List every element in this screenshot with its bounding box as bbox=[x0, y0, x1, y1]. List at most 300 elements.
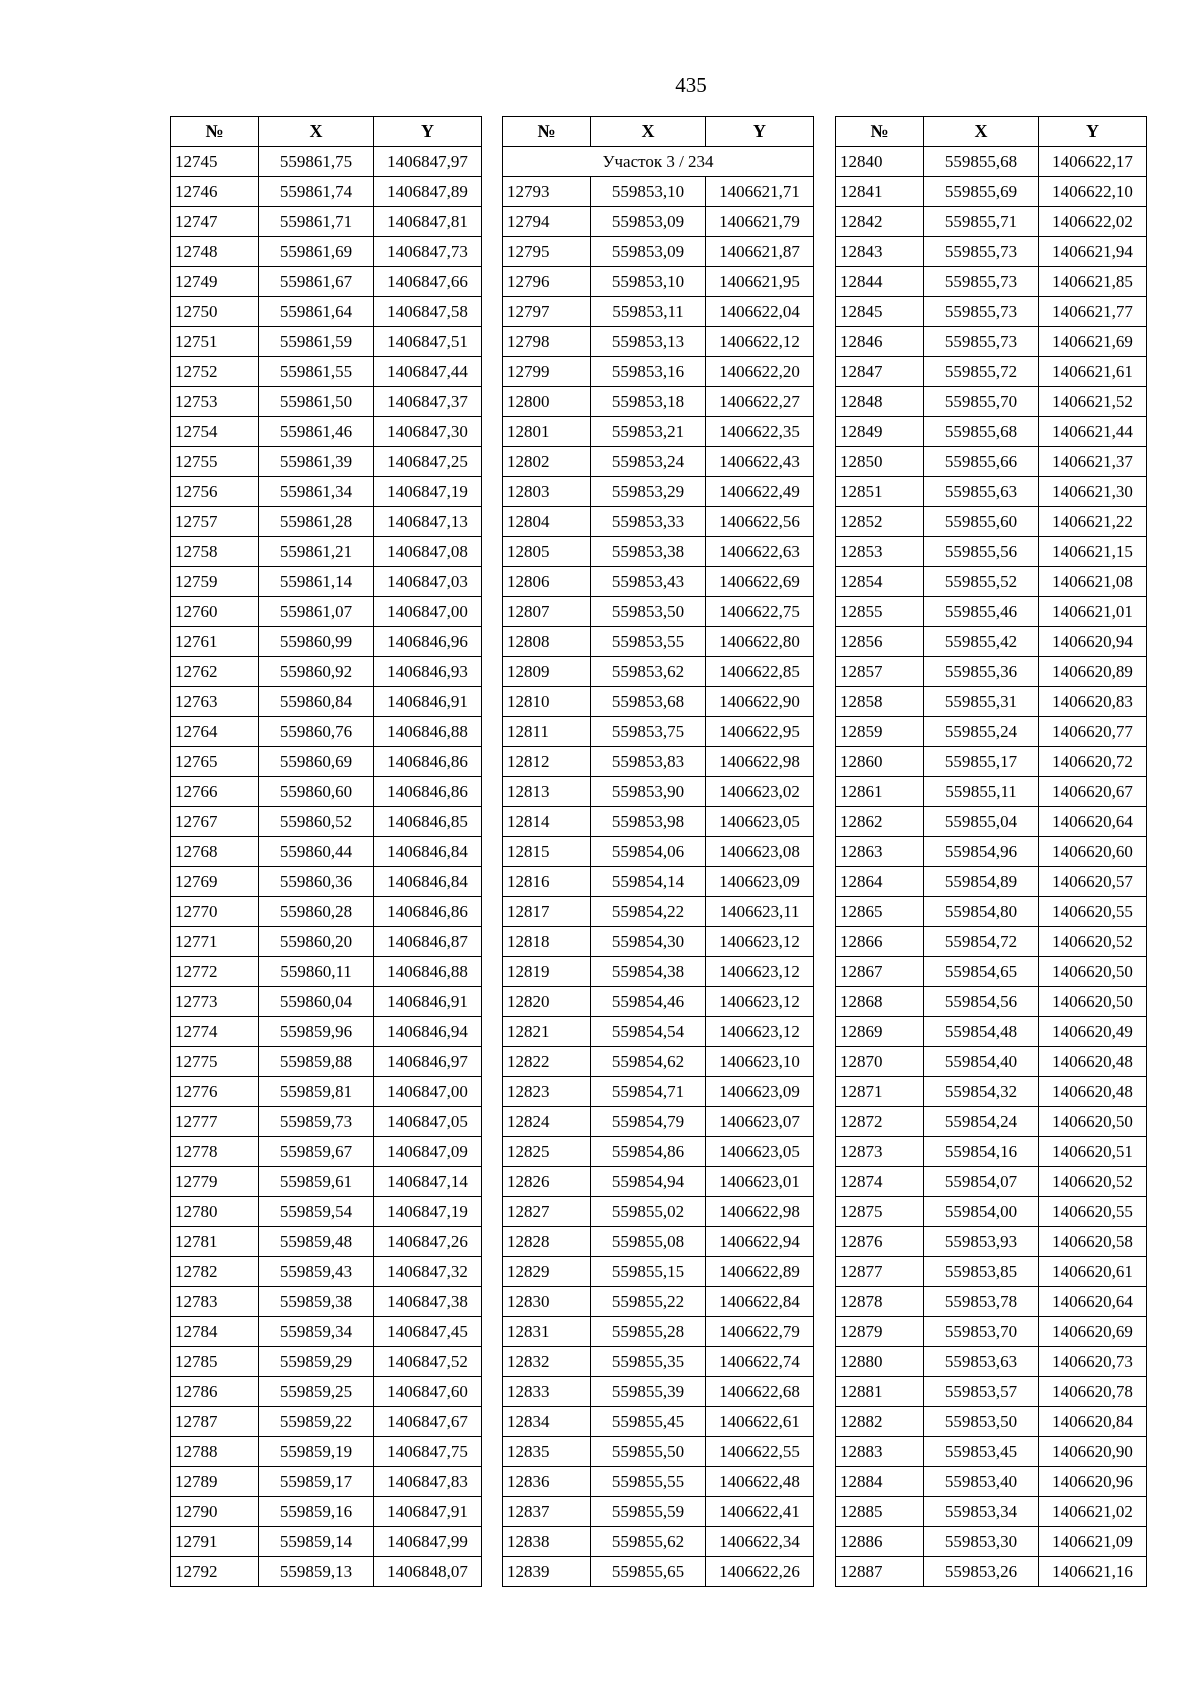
x-coordinate: 559854,62 bbox=[591, 1047, 706, 1077]
point-number: 12841 bbox=[836, 177, 924, 207]
y-coordinate: 1406620,55 bbox=[1039, 897, 1147, 927]
y-coordinate: 1406622,98 bbox=[706, 747, 814, 777]
x-coordinate: 559861,59 bbox=[259, 327, 374, 357]
y-coordinate: 1406623,08 bbox=[706, 837, 814, 867]
point-number: 12834 bbox=[503, 1407, 591, 1437]
y-coordinate: 1406620,64 bbox=[1039, 1287, 1147, 1317]
section-row bbox=[503, 147, 814, 177]
x-coordinate: 559853,26 bbox=[924, 1557, 1039, 1587]
table-row bbox=[171, 1407, 482, 1437]
point-number: 12747 bbox=[171, 207, 259, 237]
x-coordinate: 559855,15 bbox=[591, 1257, 706, 1287]
point-number: 12762 bbox=[171, 657, 259, 687]
x-coordinate: 559855,60 bbox=[924, 507, 1039, 537]
table-row bbox=[171, 1047, 482, 1077]
table-row bbox=[503, 1437, 814, 1467]
point-number: 12844 bbox=[836, 267, 924, 297]
point-number: 12852 bbox=[836, 507, 924, 537]
x-coordinate: 559855,55 bbox=[591, 1467, 706, 1497]
point-number: 12757 bbox=[171, 507, 259, 537]
point-number: 12801 bbox=[503, 417, 591, 447]
y-coordinate: 1406622,79 bbox=[706, 1317, 814, 1347]
coordinates-table-1 bbox=[170, 116, 482, 1587]
y-coordinate: 1406847,73 bbox=[374, 237, 482, 267]
table-row bbox=[503, 1497, 814, 1527]
table-row bbox=[171, 1227, 482, 1257]
x-coordinate: 559861,55 bbox=[259, 357, 374, 387]
point-number: 12848 bbox=[836, 387, 924, 417]
x-coordinate: 559861,69 bbox=[259, 237, 374, 267]
x-coordinate: 559854,24 bbox=[924, 1107, 1039, 1137]
table-row bbox=[836, 657, 1147, 687]
y-coordinate: 1406623,12 bbox=[706, 987, 814, 1017]
point-number: 12866 bbox=[836, 927, 924, 957]
x-coordinate: 559861,14 bbox=[259, 567, 374, 597]
point-number: 12817 bbox=[503, 897, 591, 927]
point-number: 12766 bbox=[171, 777, 259, 807]
table-row bbox=[836, 1227, 1147, 1257]
table-row bbox=[171, 207, 482, 237]
table-row bbox=[836, 567, 1147, 597]
x-coordinate: 559860,28 bbox=[259, 897, 374, 927]
y-coordinate: 1406621,01 bbox=[1039, 597, 1147, 627]
y-coordinate: 1406622,98 bbox=[706, 1197, 814, 1227]
x-coordinate: 559859,67 bbox=[259, 1137, 374, 1167]
point-number: 12880 bbox=[836, 1347, 924, 1377]
point-number: 12775 bbox=[171, 1047, 259, 1077]
table-row bbox=[171, 657, 482, 687]
point-number: 12786 bbox=[171, 1377, 259, 1407]
x-coordinate: 559860,92 bbox=[259, 657, 374, 687]
point-number: 12867 bbox=[836, 957, 924, 987]
table-body bbox=[503, 177, 814, 1587]
point-number: 12830 bbox=[503, 1287, 591, 1317]
y-coordinate: 1406622,26 bbox=[706, 1557, 814, 1587]
point-number: 12858 bbox=[836, 687, 924, 717]
point-number: 12770 bbox=[171, 897, 259, 927]
x-coordinate: 559855,39 bbox=[591, 1377, 706, 1407]
x-coordinate: 559855,46 bbox=[924, 597, 1039, 627]
table-row bbox=[836, 1527, 1147, 1557]
point-number: 12850 bbox=[836, 447, 924, 477]
x-coordinate: 559853,33 bbox=[591, 507, 706, 537]
point-number: 12756 bbox=[171, 477, 259, 507]
table-row bbox=[503, 627, 814, 657]
y-coordinate: 1406846,91 bbox=[374, 687, 482, 717]
x-coordinate: 559853,78 bbox=[924, 1287, 1039, 1317]
point-number: 12819 bbox=[503, 957, 591, 987]
y-coordinate: 1406846,84 bbox=[374, 867, 482, 897]
point-number: 12769 bbox=[171, 867, 259, 897]
x-coordinate: 559861,67 bbox=[259, 267, 374, 297]
table-row bbox=[171, 357, 482, 387]
y-coordinate: 1406847,09 bbox=[374, 1137, 482, 1167]
y-coordinate: 1406846,87 bbox=[374, 927, 482, 957]
point-number: 12797 bbox=[503, 297, 591, 327]
table-row bbox=[171, 987, 482, 1017]
x-coordinate: 559854,48 bbox=[924, 1017, 1039, 1047]
point-number: 12861 bbox=[836, 777, 924, 807]
table-row bbox=[503, 267, 814, 297]
coordinates-table-3 bbox=[835, 116, 1147, 1587]
y-coordinate: 1406620,48 bbox=[1039, 1047, 1147, 1077]
table-row bbox=[503, 597, 814, 627]
x-coordinate: 559853,10 bbox=[591, 177, 706, 207]
x-coordinate: 559853,38 bbox=[591, 537, 706, 567]
x-coordinate: 559859,16 bbox=[259, 1497, 374, 1527]
y-coordinate: 1406622,56 bbox=[706, 507, 814, 537]
point-number: 12791 bbox=[171, 1527, 259, 1557]
x-coordinate: 559859,61 bbox=[259, 1167, 374, 1197]
x-coordinate: 559853,40 bbox=[924, 1467, 1039, 1497]
y-coordinate: 1406622,12 bbox=[706, 327, 814, 357]
point-number: 12873 bbox=[836, 1137, 924, 1167]
table-row bbox=[503, 237, 814, 267]
point-number: 12753 bbox=[171, 387, 259, 417]
header-y: Y bbox=[374, 117, 482, 147]
point-number: 12763 bbox=[171, 687, 259, 717]
y-coordinate: 1406622,20 bbox=[706, 357, 814, 387]
y-coordinate: 1406847,13 bbox=[374, 507, 482, 537]
table-row bbox=[171, 1527, 482, 1557]
y-coordinate: 1406622,43 bbox=[706, 447, 814, 477]
table-row bbox=[171, 1317, 482, 1347]
table-row bbox=[503, 687, 814, 717]
y-coordinate: 1406622,95 bbox=[706, 717, 814, 747]
y-coordinate: 1406622,17 bbox=[1039, 147, 1147, 177]
y-coordinate: 1406622,49 bbox=[706, 477, 814, 507]
point-number: 12755 bbox=[171, 447, 259, 477]
x-coordinate: 559855,17 bbox=[924, 747, 1039, 777]
table-row bbox=[503, 477, 814, 507]
table-row bbox=[503, 1167, 814, 1197]
point-number: 12865 bbox=[836, 897, 924, 927]
table-row bbox=[503, 1017, 814, 1047]
table-row bbox=[503, 837, 814, 867]
x-coordinate: 559855,36 bbox=[924, 657, 1039, 687]
y-coordinate: 1406846,88 bbox=[374, 957, 482, 987]
x-coordinate: 559861,34 bbox=[259, 477, 374, 507]
x-coordinate: 559854,46 bbox=[591, 987, 706, 1017]
point-number: 12806 bbox=[503, 567, 591, 597]
point-number: 12764 bbox=[171, 717, 259, 747]
y-coordinate: 1406620,89 bbox=[1039, 657, 1147, 687]
table-row bbox=[836, 1017, 1147, 1047]
y-coordinate: 1406846,94 bbox=[374, 1017, 482, 1047]
point-number: 12883 bbox=[836, 1437, 924, 1467]
point-number: 12869 bbox=[836, 1017, 924, 1047]
point-number: 12754 bbox=[171, 417, 259, 447]
x-coordinate: 559854,54 bbox=[591, 1017, 706, 1047]
point-number: 12777 bbox=[171, 1107, 259, 1137]
point-number: 12783 bbox=[171, 1287, 259, 1317]
x-coordinate: 559854,16 bbox=[924, 1137, 1039, 1167]
point-number: 12804 bbox=[503, 507, 591, 537]
table-row bbox=[836, 1047, 1147, 1077]
x-coordinate: 559859,34 bbox=[259, 1317, 374, 1347]
x-coordinate: 559853,45 bbox=[924, 1437, 1039, 1467]
x-coordinate: 559853,90 bbox=[591, 777, 706, 807]
table-row bbox=[503, 567, 814, 597]
table-row bbox=[836, 897, 1147, 927]
y-coordinate: 1406847,67 bbox=[374, 1407, 482, 1437]
point-number: 12886 bbox=[836, 1527, 924, 1557]
point-number: 12836 bbox=[503, 1467, 591, 1497]
x-coordinate: 559855,66 bbox=[924, 447, 1039, 477]
x-coordinate: 559853,75 bbox=[591, 717, 706, 747]
table-row bbox=[503, 1557, 814, 1587]
x-coordinate: 559861,46 bbox=[259, 417, 374, 447]
table-row bbox=[836, 1497, 1147, 1527]
table-row bbox=[171, 807, 482, 837]
table-row bbox=[503, 1407, 814, 1437]
table-row bbox=[503, 957, 814, 987]
header-number: № bbox=[836, 117, 924, 147]
y-coordinate: 1406620,55 bbox=[1039, 1197, 1147, 1227]
y-coordinate: 1406623,05 bbox=[706, 1137, 814, 1167]
table-row bbox=[836, 327, 1147, 357]
x-coordinate: 559855,11 bbox=[924, 777, 1039, 807]
point-number: 12849 bbox=[836, 417, 924, 447]
point-number: 12855 bbox=[836, 597, 924, 627]
y-coordinate: 1406847,58 bbox=[374, 297, 482, 327]
x-coordinate: 559855,02 bbox=[591, 1197, 706, 1227]
point-number: 12782 bbox=[171, 1257, 259, 1287]
point-number: 12768 bbox=[171, 837, 259, 867]
point-number: 12870 bbox=[836, 1047, 924, 1077]
point-number: 12776 bbox=[171, 1077, 259, 1107]
y-coordinate: 1406622,84 bbox=[706, 1287, 814, 1317]
y-coordinate: 1406622,02 bbox=[1039, 207, 1147, 237]
y-coordinate: 1406847,75 bbox=[374, 1437, 482, 1467]
x-coordinate: 559855,68 bbox=[924, 417, 1039, 447]
table-row bbox=[503, 867, 814, 897]
point-number: 12814 bbox=[503, 807, 591, 837]
table-row bbox=[171, 327, 482, 357]
table-row bbox=[836, 1077, 1147, 1107]
y-coordinate: 1406623,11 bbox=[706, 897, 814, 927]
point-number: 12759 bbox=[171, 567, 259, 597]
point-number: 12864 bbox=[836, 867, 924, 897]
y-coordinate: 1406847,00 bbox=[374, 1077, 482, 1107]
x-coordinate: 559859,73 bbox=[259, 1107, 374, 1137]
x-coordinate: 559855,73 bbox=[924, 267, 1039, 297]
table-header-row bbox=[171, 117, 482, 147]
x-coordinate: 559861,28 bbox=[259, 507, 374, 537]
y-coordinate: 1406623,12 bbox=[706, 927, 814, 957]
y-coordinate: 1406622,94 bbox=[706, 1227, 814, 1257]
table-row bbox=[836, 1167, 1147, 1197]
table-row bbox=[503, 357, 814, 387]
table-row bbox=[836, 357, 1147, 387]
x-coordinate: 559859,19 bbox=[259, 1437, 374, 1467]
point-number: 12859 bbox=[836, 717, 924, 747]
x-coordinate: 559854,00 bbox=[924, 1197, 1039, 1227]
point-number: 12772 bbox=[171, 957, 259, 987]
y-coordinate: 1406847,26 bbox=[374, 1227, 482, 1257]
x-coordinate: 559855,24 bbox=[924, 717, 1039, 747]
x-coordinate: 559859,81 bbox=[259, 1077, 374, 1107]
point-number: 12761 bbox=[171, 627, 259, 657]
y-coordinate: 1406847,89 bbox=[374, 177, 482, 207]
point-number: 12802 bbox=[503, 447, 591, 477]
y-coordinate: 1406621,79 bbox=[706, 207, 814, 237]
x-coordinate: 559854,72 bbox=[924, 927, 1039, 957]
x-coordinate: 559859,54 bbox=[259, 1197, 374, 1227]
y-coordinate: 1406847,05 bbox=[374, 1107, 482, 1137]
table-row bbox=[503, 327, 814, 357]
point-number: 12750 bbox=[171, 297, 259, 327]
x-coordinate: 559854,30 bbox=[591, 927, 706, 957]
y-coordinate: 1406620,96 bbox=[1039, 1467, 1147, 1497]
point-number: 12851 bbox=[836, 477, 924, 507]
x-coordinate: 559855,73 bbox=[924, 237, 1039, 267]
point-number: 12856 bbox=[836, 627, 924, 657]
point-number: 12745 bbox=[171, 147, 259, 177]
x-coordinate: 559854,80 bbox=[924, 897, 1039, 927]
table-row bbox=[836, 747, 1147, 777]
y-coordinate: 1406621,08 bbox=[1039, 567, 1147, 597]
y-coordinate: 1406621,85 bbox=[1039, 267, 1147, 297]
y-coordinate: 1406623,09 bbox=[706, 867, 814, 897]
point-number: 12840 bbox=[836, 147, 924, 177]
y-coordinate: 1406620,67 bbox=[1039, 777, 1147, 807]
table-row bbox=[836, 597, 1147, 627]
point-number: 12793 bbox=[503, 177, 591, 207]
point-number: 12868 bbox=[836, 987, 924, 1017]
point-number: 12751 bbox=[171, 327, 259, 357]
x-coordinate: 559853,16 bbox=[591, 357, 706, 387]
y-coordinate: 1406621,15 bbox=[1039, 537, 1147, 567]
y-coordinate: 1406620,73 bbox=[1039, 1347, 1147, 1377]
table-row bbox=[171, 147, 482, 177]
point-number: 12809 bbox=[503, 657, 591, 687]
table-row bbox=[171, 1377, 482, 1407]
x-coordinate: 559861,39 bbox=[259, 447, 374, 477]
table-row bbox=[171, 1107, 482, 1137]
point-number: 12846 bbox=[836, 327, 924, 357]
point-number: 12835 bbox=[503, 1437, 591, 1467]
x-coordinate: 559859,38 bbox=[259, 1287, 374, 1317]
x-coordinate: 559853,85 bbox=[924, 1257, 1039, 1287]
table-row bbox=[171, 897, 482, 927]
point-number: 12758 bbox=[171, 537, 259, 567]
table-row bbox=[503, 1467, 814, 1497]
table-row bbox=[171, 867, 482, 897]
x-coordinate: 559860,99 bbox=[259, 627, 374, 657]
table-row bbox=[171, 1287, 482, 1317]
y-coordinate: 1406621,37 bbox=[1039, 447, 1147, 477]
table-row bbox=[836, 177, 1147, 207]
table-row bbox=[836, 387, 1147, 417]
table-row bbox=[836, 717, 1147, 747]
table-row bbox=[836, 777, 1147, 807]
y-coordinate: 1406846,97 bbox=[374, 1047, 482, 1077]
y-coordinate: 1406846,86 bbox=[374, 897, 482, 927]
table-row bbox=[171, 237, 482, 267]
x-coordinate: 559853,55 bbox=[591, 627, 706, 657]
point-number: 12860 bbox=[836, 747, 924, 777]
x-coordinate: 559854,06 bbox=[591, 837, 706, 867]
x-coordinate: 559855,08 bbox=[591, 1227, 706, 1257]
table-row bbox=[171, 567, 482, 597]
y-coordinate: 1406846,85 bbox=[374, 807, 482, 837]
y-coordinate: 1406622,27 bbox=[706, 387, 814, 417]
table-row bbox=[503, 987, 814, 1017]
y-coordinate: 1406847,45 bbox=[374, 1317, 482, 1347]
table-row bbox=[836, 207, 1147, 237]
y-coordinate: 1406623,02 bbox=[706, 777, 814, 807]
y-coordinate: 1406620,50 bbox=[1039, 987, 1147, 1017]
table-row bbox=[171, 1437, 482, 1467]
table-header-row bbox=[503, 117, 814, 147]
point-number: 12818 bbox=[503, 927, 591, 957]
x-coordinate: 559853,57 bbox=[924, 1377, 1039, 1407]
x-coordinate: 559855,71 bbox=[924, 207, 1039, 237]
point-number: 12884 bbox=[836, 1467, 924, 1497]
table-row bbox=[503, 537, 814, 567]
x-coordinate: 559853,50 bbox=[924, 1407, 1039, 1437]
x-coordinate: 559853,63 bbox=[924, 1347, 1039, 1377]
x-coordinate: 559861,50 bbox=[259, 387, 374, 417]
x-coordinate: 559853,09 bbox=[591, 207, 706, 237]
x-coordinate: 559861,21 bbox=[259, 537, 374, 567]
y-coordinate: 1406847,19 bbox=[374, 1197, 482, 1227]
point-number: 12877 bbox=[836, 1257, 924, 1287]
y-coordinate: 1406623,12 bbox=[706, 957, 814, 987]
table-row bbox=[171, 417, 482, 447]
table-row bbox=[836, 147, 1147, 177]
header-x: X bbox=[924, 117, 1039, 147]
table-row bbox=[503, 297, 814, 327]
y-coordinate: 1406847,60 bbox=[374, 1377, 482, 1407]
y-coordinate: 1406621,30 bbox=[1039, 477, 1147, 507]
table-row bbox=[503, 717, 814, 747]
point-number: 12799 bbox=[503, 357, 591, 387]
table-row bbox=[171, 717, 482, 747]
table-row bbox=[836, 807, 1147, 837]
table-row bbox=[836, 1137, 1147, 1167]
table-row bbox=[836, 687, 1147, 717]
point-number: 12843 bbox=[836, 237, 924, 267]
table-row bbox=[503, 207, 814, 237]
y-coordinate: 1406846,91 bbox=[374, 987, 482, 1017]
point-number: 12816 bbox=[503, 867, 591, 897]
x-coordinate: 559861,74 bbox=[259, 177, 374, 207]
y-coordinate: 1406622,48 bbox=[706, 1467, 814, 1497]
y-coordinate: 1406620,90 bbox=[1039, 1437, 1147, 1467]
y-coordinate: 1406621,69 bbox=[1039, 327, 1147, 357]
y-coordinate: 1406622,80 bbox=[706, 627, 814, 657]
y-coordinate: 1406847,14 bbox=[374, 1167, 482, 1197]
point-number: 12811 bbox=[503, 717, 591, 747]
x-coordinate: 559855,31 bbox=[924, 687, 1039, 717]
x-coordinate: 559861,07 bbox=[259, 597, 374, 627]
point-number: 12863 bbox=[836, 837, 924, 867]
table-row bbox=[836, 627, 1147, 657]
x-coordinate: 559860,04 bbox=[259, 987, 374, 1017]
y-coordinate: 1406847,66 bbox=[374, 267, 482, 297]
y-coordinate: 1406620,50 bbox=[1039, 957, 1147, 987]
point-number: 12857 bbox=[836, 657, 924, 687]
y-coordinate: 1406622,34 bbox=[706, 1527, 814, 1557]
y-coordinate: 1406621,87 bbox=[706, 237, 814, 267]
table-row bbox=[171, 297, 482, 327]
x-coordinate: 559853,13 bbox=[591, 327, 706, 357]
y-coordinate: 1406847,97 bbox=[374, 147, 482, 177]
x-coordinate: 559854,86 bbox=[591, 1137, 706, 1167]
y-coordinate: 1406846,86 bbox=[374, 747, 482, 777]
